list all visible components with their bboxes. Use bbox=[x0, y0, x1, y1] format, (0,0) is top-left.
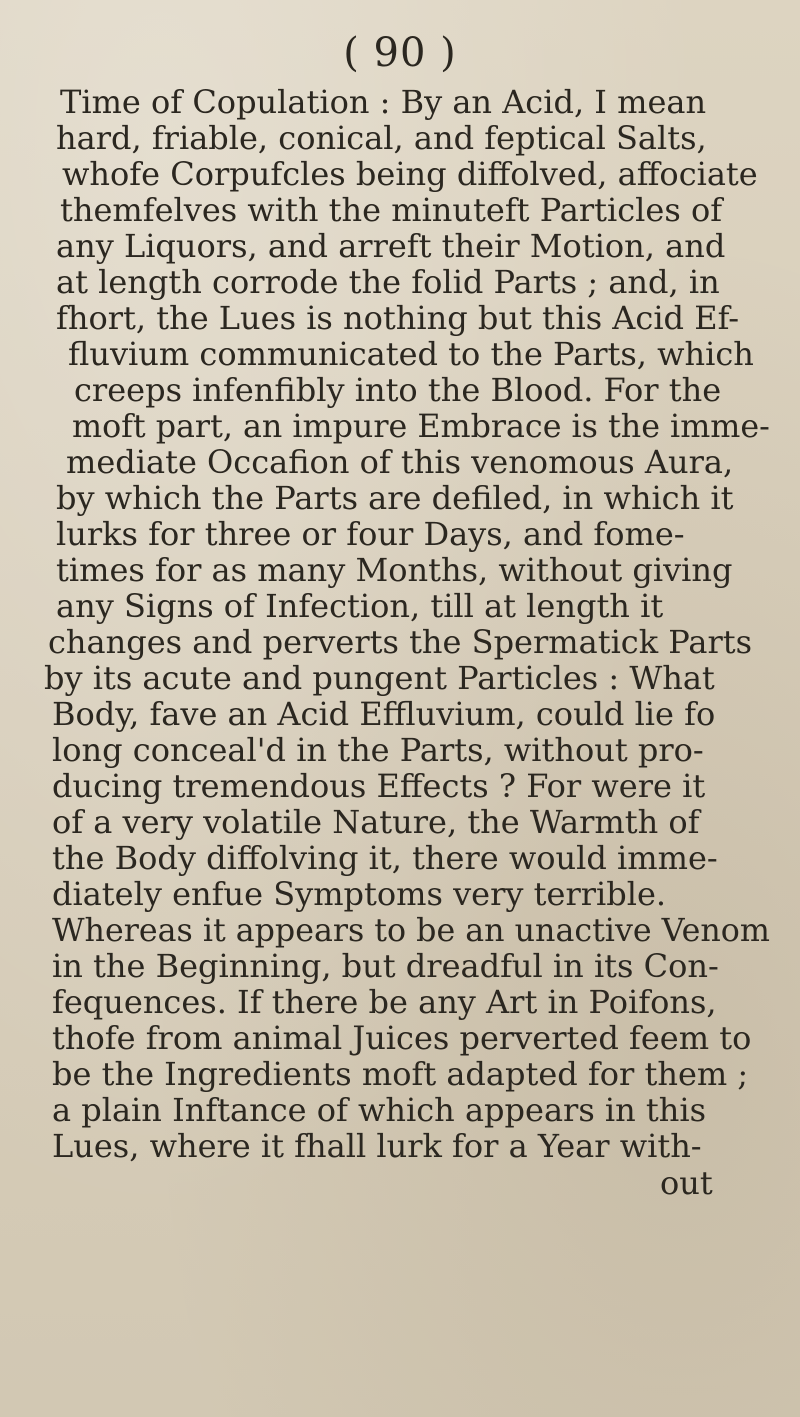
text-line: be the Ingredients moft adapted for them ; bbox=[52, 1055, 749, 1093]
text-line: mediate Occafion of this venomous Aura, bbox=[66, 443, 734, 481]
text-line: Lues, where it fhall lurk for a Year with- bbox=[52, 1127, 702, 1165]
text-line: fequences. If there be any Art in Poifons, bbox=[52, 983, 717, 1021]
text-line: ducing tremendous Effects ? For were it bbox=[52, 767, 706, 805]
text-line: thofe from animal Juices perverted feem to bbox=[52, 1019, 752, 1057]
text-line: long conceal'd in the Parts, without pro- bbox=[52, 731, 704, 769]
text-line: in the Beginning, but dreadful in its Con- bbox=[52, 947, 719, 985]
text-line: by which the Parts are defiled, in which it bbox=[56, 479, 734, 517]
text-line: whofe Corpufcles being diffolved, affociate bbox=[62, 155, 758, 193]
text-line: Time of Copulation : By an Acid, I mean bbox=[60, 83, 707, 121]
text-line: changes and perverts the Spermatick Parts bbox=[48, 623, 753, 661]
text-line: diately enfue Symptoms very terrible. bbox=[52, 875, 667, 913]
text-line: of a very volatile Nature, the Warmth of bbox=[52, 803, 700, 841]
text-line: any Liquors, and arreft their Motion, and bbox=[56, 227, 726, 265]
text-line: times for as many Months, without giving bbox=[56, 551, 733, 589]
text-line: creeps infenfibly into the Blood. For the bbox=[74, 371, 722, 409]
text-line: themfelves with the minuteft Particles of bbox=[60, 191, 723, 229]
page-number: ( 90 ) bbox=[343, 30, 457, 76]
text-line: fhort, the Lues is nothing but this Acid Ef- bbox=[56, 299, 740, 337]
text-line: the Body diffolving it, there would imme- bbox=[52, 839, 718, 877]
text-line: any Signs of Infection, till at length it bbox=[56, 587, 664, 625]
text-line: by its acute and pungent Particles : What bbox=[44, 659, 715, 697]
text-line: moft part, an impure Embrace is the imme- bbox=[72, 407, 770, 445]
text-line: at length corrode the folid Parts ; and, in bbox=[56, 263, 720, 301]
text-line: Whereas it appears to be an unactive Venom bbox=[52, 911, 770, 949]
text-line: a plain Inftance of which appears in this bbox=[52, 1091, 707, 1129]
text-line: hard, friable, conical, and feptical Salts, bbox=[56, 119, 707, 157]
text-line: fluvium communicated to the Parts, which bbox=[68, 335, 754, 373]
text-line: Body, fave an Acid Effluvium, could lie fo bbox=[52, 695, 716, 733]
catchword: out bbox=[660, 1164, 713, 1202]
text-line: lurks for three or four Days, and fome- bbox=[56, 515, 685, 553]
